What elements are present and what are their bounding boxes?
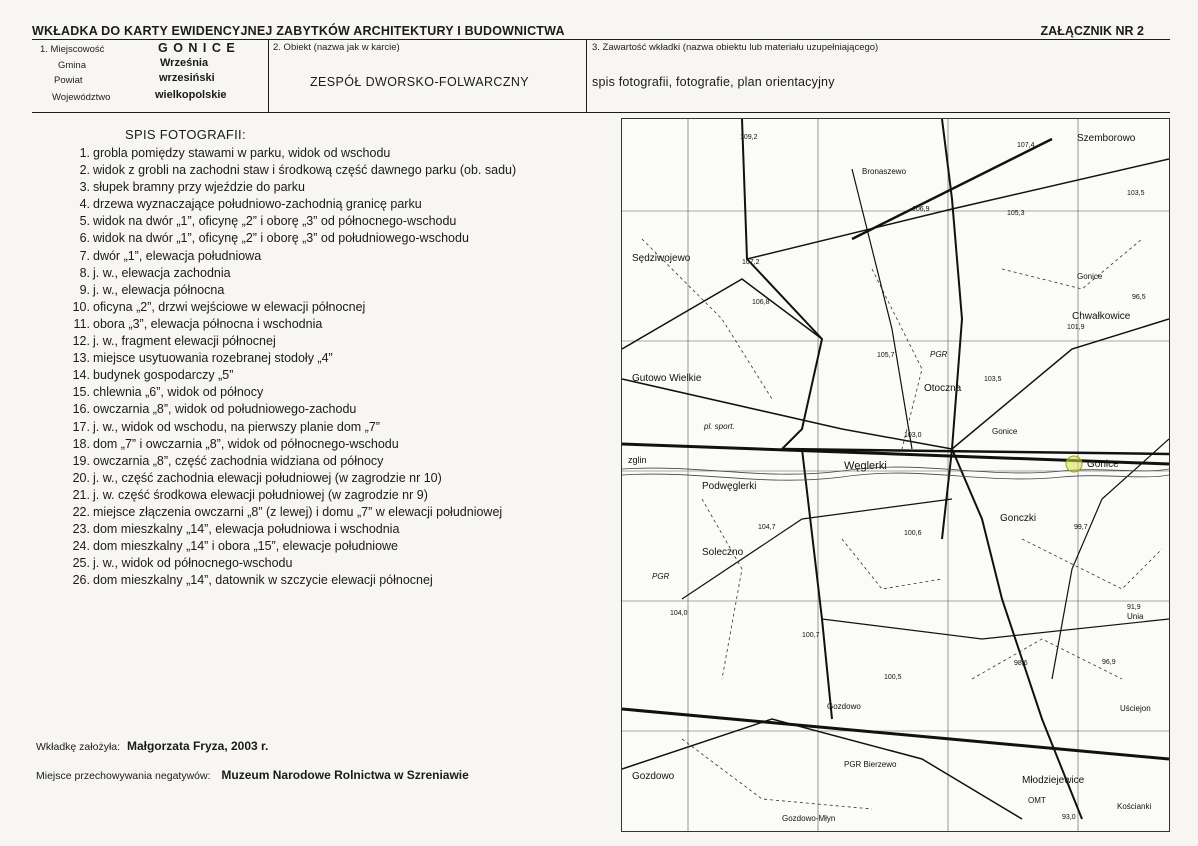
map-label-koscianki: Kościanki xyxy=(1117,802,1152,811)
photo-list-item xyxy=(60,316,620,333)
archive-line xyxy=(36,768,469,782)
map-location-marker xyxy=(1066,456,1082,472)
photo-list-item-text: dom mieszkalny „14”, datownik w szczycie elewacji północnej xyxy=(93,573,433,588)
map-spot-height: 106,9 xyxy=(912,206,930,213)
photo-list-item-number: 21. xyxy=(72,487,90,502)
photo-list-item-number: 19. xyxy=(72,453,90,468)
author-label: Wkładkę założyła: xyxy=(36,741,121,753)
photo-list-item-text: widok na dwór „1”, oficynę „2” i oborę „3” od północnego-wschodu xyxy=(93,214,457,229)
wojewodztwo-label: Województwo xyxy=(52,92,111,103)
photo-list-item-number: 17. xyxy=(72,419,90,434)
photo-list-item-number: 26. xyxy=(72,573,90,588)
photo-list-item-number: 16. xyxy=(72,402,90,417)
map-spot-height: 107,4 xyxy=(1017,142,1035,149)
photo-list-title: SPIS FOTOGRAFII: xyxy=(125,127,246,142)
photo-list-item xyxy=(60,555,620,572)
photo-list-item-text: słupek bramny przy wjeździe do parku xyxy=(93,180,305,195)
photo-list-item xyxy=(60,453,620,470)
photo-list-item-text: dwór „1”, elewacja południowa xyxy=(93,248,262,263)
map-canvas xyxy=(622,119,1169,831)
map-label-uscie: Uściejon xyxy=(1120,704,1151,713)
photo-list-item xyxy=(60,538,620,555)
map-label-gozdowo-mlyn: Gozdowo-Młyn xyxy=(782,814,836,823)
map-heights xyxy=(670,134,1146,821)
photo-list-item-text: miejsce usytuowania rozebranej stodoły „4” xyxy=(93,351,333,366)
map-label-soleczno: Soleczno xyxy=(702,547,744,558)
photo-list-item xyxy=(60,213,620,230)
attachment-number: ZAŁĄCZNIK NR 2 xyxy=(1040,24,1144,38)
photo-list-item xyxy=(60,162,620,179)
map-label-otoczna: Otoczna xyxy=(924,383,962,394)
map-label-chwalkowice: Chwałkowice xyxy=(1072,311,1131,322)
photo-list-item-number: 18. xyxy=(72,436,90,451)
orientation-map xyxy=(621,118,1170,832)
miejscowosc-label: 1. Miejscowość xyxy=(40,44,105,55)
archive-value: Muzeum Narodowe Rolnictwa w Szreniawie xyxy=(221,768,469,782)
map-spot-height: 96,5 xyxy=(1132,294,1146,301)
photo-list-item-number: 20. xyxy=(72,470,90,485)
photo-list-item-number: 7. xyxy=(79,248,90,263)
map-spot-height: 105,3 xyxy=(1007,210,1025,217)
map-spot-height: 103,5 xyxy=(1127,190,1145,197)
photo-list-item-text: owczarnia „8”, widok od południowego-zachodu xyxy=(93,402,357,417)
photo-list-item-number: 6. xyxy=(79,231,90,246)
wojewodztwo-value: wielkopolskie xyxy=(155,89,227,101)
photo-list-item-number: 3. xyxy=(79,180,90,195)
author-line xyxy=(36,739,268,753)
photo-list-item xyxy=(60,179,620,196)
photo-list-item xyxy=(60,572,620,589)
photo-list-item xyxy=(60,487,620,504)
map-label-zglin: zglin xyxy=(628,455,647,465)
map-spot-height: 96,9 xyxy=(1102,659,1116,666)
photo-list-item-number: 15. xyxy=(72,385,90,400)
map-label-gonice-road: Gonice xyxy=(992,427,1018,436)
photo-list-item xyxy=(60,196,620,213)
gmina-label: Gmina xyxy=(58,60,86,71)
map-spot-height: 100,5 xyxy=(884,674,902,681)
photo-list-item-number: 24. xyxy=(72,539,90,554)
photo-list-item xyxy=(60,436,620,453)
map-spot-height: 109,2 xyxy=(740,134,758,141)
photo-list-item xyxy=(60,401,620,418)
archive-label: Miejsce przechowywania negatywów: xyxy=(36,770,211,782)
map-spot-height: 98,6 xyxy=(1014,660,1028,667)
contents-label: 3. Zawartość wkładki (nazwa obiektu lub materiału uzupełniającego) xyxy=(592,42,879,53)
map-label-gozdowo: Gozdowo xyxy=(827,702,861,711)
map-spot-height: 91,9 xyxy=(1127,604,1141,611)
gmina-value: Września xyxy=(160,57,209,69)
map-labels xyxy=(628,133,1151,823)
photo-list-item-text: grobla pomiędzy stawami w parku, widok od wschodu xyxy=(93,146,391,160)
miejscowosc-value: G O N I C E xyxy=(158,41,236,55)
photo-list-item-number: 8. xyxy=(79,265,90,280)
map-spot-height: 100,7 xyxy=(802,632,820,639)
map-label-bronaszewo: Bronaszewo xyxy=(862,167,907,176)
photo-list-item-text: j. w. część środkowa elewacji południowej (w zagrodzie nr 9) xyxy=(93,487,428,502)
photo-list-item-number: 5. xyxy=(79,214,90,229)
contents-value: spis fotografii, fotografie, plan orientacyjny xyxy=(592,75,835,89)
header-divider-2 xyxy=(586,39,587,112)
map-label-pgr2: PGR xyxy=(652,572,670,581)
header-top-rule xyxy=(32,39,1170,40)
map-label-podweglerki: Podwęglerki xyxy=(702,481,757,492)
photo-list-item-number: 13. xyxy=(72,351,90,366)
photo-list-item-number: 2. xyxy=(79,163,90,178)
photo-list-item-number: 23. xyxy=(72,522,90,537)
photo-list-item-text: j. w., elewacja północna xyxy=(93,282,225,297)
map-grid xyxy=(622,119,1169,831)
photo-list-item-text: dom „7” i owczarnia „8”, widok od północnego-wschodu xyxy=(93,436,399,451)
photo-list-item-text: j. w., fragment elewacji północnej xyxy=(93,334,276,349)
powiat-label: Powiat xyxy=(54,75,83,86)
map-label-szemborowo: Szemborowo xyxy=(1077,133,1136,144)
object-label: 2. Obiekt (nazwa jak w karcie) xyxy=(273,42,400,53)
photo-list-item-text: owczarnia „8”, część zachodnia widziana od północy xyxy=(93,453,384,468)
photo-list-item-number: 25. xyxy=(72,556,90,571)
photo-list-item-text: drzewa wyznaczające południowo-zachodnią granicę parku xyxy=(93,197,422,212)
map-spot-height: 93,0 xyxy=(1062,814,1076,821)
photo-list-item-text: widok z grobli na zachodni staw i środkową część dawnego parku (ob. sadu) xyxy=(93,163,517,178)
photo-list-item xyxy=(60,299,620,316)
photo-list-item-number: 22. xyxy=(72,504,90,519)
photo-list xyxy=(60,145,620,589)
photo-list-item xyxy=(60,282,620,299)
photo-list-item-number: 4. xyxy=(79,197,90,212)
object-value: ZESPÓŁ DWORSKO-FOLWARCZNY xyxy=(310,75,530,89)
photo-list-item-number: 12. xyxy=(72,334,90,349)
photo-list-item xyxy=(60,367,620,384)
photo-list-item-text: chlewnia „6”, widok od północy xyxy=(93,385,264,400)
map-label-gozdowo2: Gozdowo xyxy=(632,771,675,782)
photo-list-item xyxy=(60,521,620,538)
photo-list-item-text: j. w., widok od północnego-wschodu xyxy=(93,556,293,571)
map-label-weglerki: Węglerki xyxy=(844,460,887,472)
map-label-pgr: PGR xyxy=(930,350,948,359)
photo-list-item-text: j. w., część zachodnia elewacji południowej (w zagrodzie nr 10) xyxy=(93,470,442,485)
header-divider-1 xyxy=(268,39,269,112)
photo-list-item-number: 10. xyxy=(72,299,90,314)
photo-list-item-text: j. w., elewacja zachodnia xyxy=(93,265,231,280)
photo-list-item xyxy=(60,384,620,401)
map-spot-height: 105,7 xyxy=(877,352,895,359)
map-spot-height: 104,7 xyxy=(758,524,776,531)
map-spot-height: 106,8 xyxy=(752,299,770,306)
photo-list-item xyxy=(60,419,620,436)
photo-list-item xyxy=(60,265,620,282)
map-label-sedziwojewo: Sędziwojewo xyxy=(632,253,691,264)
photo-list-item-text: oficyna „2”, drzwi wejściowe w elewacji północnej xyxy=(93,299,366,314)
photo-list-item-text: obora „3”, elewacja północna i wschodnia xyxy=(93,316,323,331)
map-label-gonice-upper: Gonice xyxy=(1077,272,1103,281)
map-label-gonice: Gonice xyxy=(1087,459,1119,470)
photo-list-item-text: j. w., widok od wschodu, na pierwszy planie dom „7” xyxy=(93,419,380,434)
photo-list-item-text: budynek gospodarczy „5” xyxy=(93,368,234,383)
map-spot-height: 104,0 xyxy=(670,610,688,617)
photo-list-item-number: 11. xyxy=(73,316,90,331)
photo-list-item-text: miejsce złączenia owczarni „8” (z lewej) i domu „7” w elewacji południowej xyxy=(93,504,503,519)
map-label-pgr-bierzewo: PGR Bierzewo xyxy=(844,760,897,769)
photo-list-item xyxy=(60,230,620,247)
map-spot-height: 107,2 xyxy=(742,259,760,266)
map-label-mlodziejewice: Młodziejewice xyxy=(1022,775,1085,786)
map-spot-height: 100,6 xyxy=(904,530,922,537)
header-bottom-rule xyxy=(32,112,1170,113)
map-spot-height: 99,7 xyxy=(1074,524,1088,531)
photo-list-item xyxy=(60,350,620,367)
map-label-omt: OMT xyxy=(1028,796,1046,805)
photo-list-item-text: dom mieszkalny „14”, elewacja południowa i wschodnia xyxy=(93,522,400,537)
photo-list-item xyxy=(60,248,620,265)
map-spot-height: 103,5 xyxy=(984,376,1002,383)
powiat-value: wrzesiński xyxy=(159,72,215,84)
photo-list-item xyxy=(60,470,620,487)
header-title: WKŁADKA DO KARTY EWIDENCYJNEJ ZABYTKÓW ARCHITEKTURY I BUDOWNICTWA xyxy=(32,24,565,38)
photo-list-item xyxy=(60,504,620,521)
photo-list-item-number: 9. xyxy=(79,282,90,297)
photo-list-item xyxy=(60,333,620,350)
map-label-sport: pl. sport. xyxy=(704,422,735,431)
map-label-goniczki: Gonczki xyxy=(1000,513,1037,524)
photo-list-item xyxy=(60,145,620,162)
map-spot-height: 103,0 xyxy=(904,432,922,439)
author-value: Małgorzata Fryza, 2003 r. xyxy=(126,739,269,753)
map-label-gutowo: Gutowo Wielkie xyxy=(632,373,702,384)
photo-list-item-text: dom mieszkalny „14” i obora „15”, elewacje południowe xyxy=(93,539,399,554)
photo-list-item-number: 1. xyxy=(79,146,90,160)
photo-list-item-text: widok na dwór „1”, oficynę „2” i oborę „3” od południowego-wschodu xyxy=(93,231,469,246)
map-label-unia: Unia xyxy=(1127,612,1144,621)
photo-list-item-number: 14. xyxy=(72,368,90,383)
map-spot-height: 101,9 xyxy=(1067,324,1085,331)
